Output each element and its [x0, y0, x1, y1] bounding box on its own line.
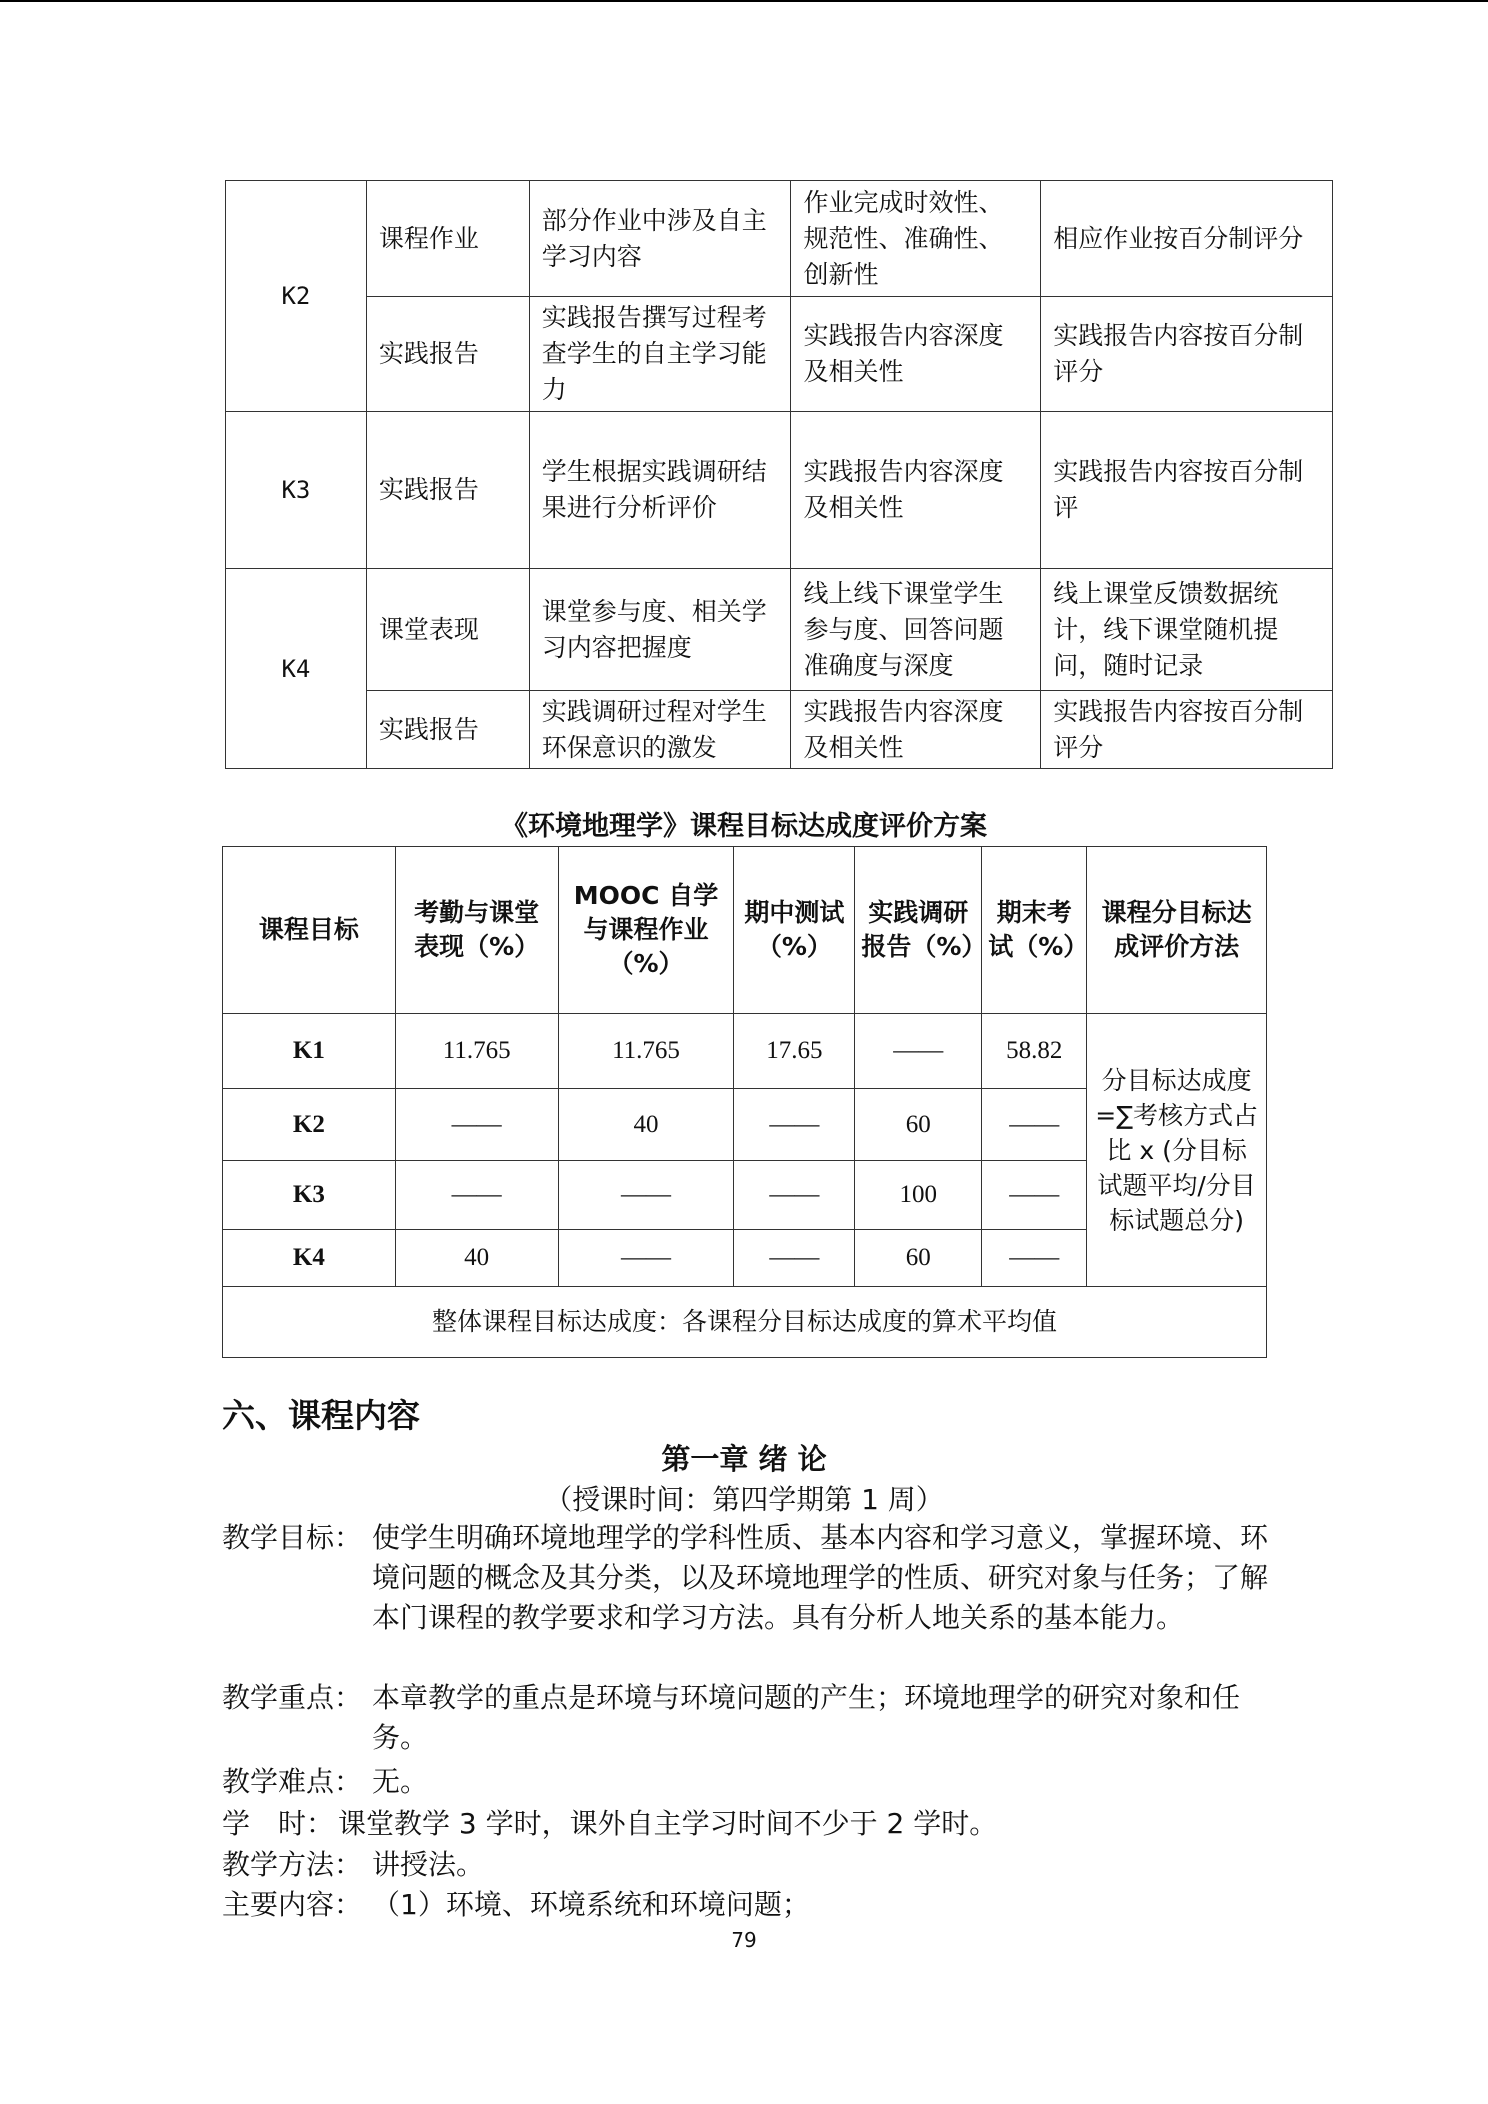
- criteria-cell: 线上线下课堂学生参与度、回答问题准确度与深度: [791, 569, 1041, 691]
- table-row: [226, 569, 1333, 691]
- target-cell: K3: [223, 1161, 396, 1230]
- evaluation-scheme-table: [222, 846, 1267, 1358]
- value-cell: ——: [395, 1161, 558, 1230]
- value-cell: 58.82: [982, 1014, 1087, 1089]
- item-label: 主要内容：: [222, 1888, 363, 1921]
- scoring-cell: 实践报告内容按百分制评分: [1041, 297, 1333, 412]
- table-row: [223, 1287, 1267, 1358]
- target-cell: K2: [223, 1089, 396, 1161]
- criteria-cell: 作业完成时效性、规范性、准确性、创新性: [791, 181, 1041, 297]
- item-label: 教学重点：: [222, 1681, 363, 1714]
- main-content: [222, 1885, 1272, 1925]
- item-text: 本章教学的重点是环境与环境问题的产生；环境地理学的研究对象和任务。: [372, 1681, 1241, 1754]
- content-cell: 部分作业中涉及自主学习内容: [529, 181, 791, 297]
- item-text: 课堂教学 3 学时，课外自主学习时间不少于 2 学时。: [338, 1807, 998, 1840]
- header-cell: MOOC 自学与课程作业（%）: [558, 847, 734, 1014]
- value-cell: ——: [982, 1161, 1087, 1230]
- content-cell: 实践调研过程对学生环保意识的激发: [529, 691, 791, 769]
- content-cell: 实践报告撰写过程考查学生的自主学习能力: [529, 297, 791, 412]
- header-cell: 期末考试（%）: [982, 847, 1087, 1014]
- item-label: 学 时：: [222, 1807, 335, 1840]
- value-cell: ——: [734, 1089, 855, 1161]
- content-cell: 课堂参与度、相关学习内容把握度: [529, 569, 791, 691]
- table-row: [223, 1014, 1267, 1089]
- value-cell: 17.65: [734, 1014, 855, 1089]
- header-cell: 考勤与课堂表现（%）: [395, 847, 558, 1014]
- value-cell: ——: [982, 1089, 1087, 1161]
- scoring-cell: 相应作业按百分制评分: [1041, 181, 1333, 297]
- item-text: （1）环境、环境系统和环境问题；: [372, 1888, 810, 1921]
- criteria-cell: 实践报告内容深度及相关性: [791, 412, 1041, 569]
- header-cell: 课程分目标达成评价方法: [1087, 847, 1267, 1014]
- value-cell: ——: [982, 1230, 1087, 1287]
- value-cell: 60: [855, 1089, 982, 1161]
- target-cell: K4: [223, 1230, 396, 1287]
- value-cell: 40: [395, 1230, 558, 1287]
- teaching-method: [222, 1845, 1272, 1885]
- target-cell: K3: [226, 412, 367, 569]
- value-cell: 40: [558, 1089, 734, 1161]
- chapter-title: 第一章 绪 论: [661, 1442, 827, 1476]
- section-title: 六、课程内容: [222, 1396, 420, 1435]
- method-cell: 实践报告: [366, 691, 529, 769]
- criteria-cell: 实践报告内容深度及相关性: [791, 691, 1041, 769]
- table-title: 《环境地理学》课程目标达成度评价方案: [501, 811, 987, 842]
- criteria-cell: 实践报告内容深度及相关性: [791, 297, 1041, 412]
- method-cell: 分目标达成度=∑考核方式占比 x (分目标试题平均/分目标试题总分): [1087, 1014, 1267, 1287]
- content-cell: 学生根据实践调研结果进行分析评价: [529, 412, 791, 569]
- chapter-time: （授课时间：第四学期第 1 周）: [544, 1483, 944, 1516]
- header-cell: 课程目标: [223, 847, 396, 1014]
- value-cell: ——: [734, 1230, 855, 1287]
- method-cell: 课程作业: [366, 181, 529, 297]
- target-cell: K1: [223, 1014, 396, 1089]
- method-cell: 课堂表现: [366, 569, 529, 691]
- teaching-difficulty: [222, 1762, 1272, 1802]
- item-label: 教学方法：: [222, 1848, 363, 1881]
- target-cell: K4: [226, 569, 367, 769]
- value-cell: ——: [558, 1230, 734, 1287]
- value-cell: 11.765: [558, 1014, 734, 1089]
- teaching-focus: [222, 1678, 1272, 1758]
- assessment-detail-table: [225, 180, 1333, 769]
- item-label: 教学难点：: [222, 1765, 363, 1798]
- header-cell: 实践调研报告（%）: [855, 847, 982, 1014]
- method-cell: 实践报告: [366, 297, 529, 412]
- scoring-cell: 线上课堂反馈数据统计，线下课堂随机提问，随时记录: [1041, 569, 1333, 691]
- page-number: 79: [731, 1928, 757, 1952]
- value-cell: 11.765: [395, 1014, 558, 1089]
- value-cell: 60: [855, 1230, 982, 1287]
- table-row: [226, 297, 1333, 412]
- value-cell: ——: [855, 1014, 982, 1089]
- value-cell: 100: [855, 1161, 982, 1230]
- class-hours: [222, 1804, 1272, 1844]
- table-header-row: [223, 847, 1267, 1014]
- target-cell: K2: [226, 181, 367, 412]
- page-top-border: [0, 0, 1488, 2]
- table-row: [226, 181, 1333, 297]
- scoring-cell: 实践报告内容按百分制评分: [1041, 691, 1333, 769]
- header-cell: 期中测试（%）: [734, 847, 855, 1014]
- method-cell: 实践报告: [366, 412, 529, 569]
- teaching-goal: [222, 1518, 1272, 1638]
- table-row: [226, 412, 1333, 569]
- summary-cell: 整体课程目标达成度：各课程分目标达成度的算术平均值: [223, 1287, 1267, 1358]
- item-text: 讲授法。: [372, 1848, 485, 1881]
- table-row: [226, 691, 1333, 769]
- item-text: 无。: [372, 1765, 429, 1798]
- value-cell: ——: [558, 1161, 734, 1230]
- item-text: 使学生明确环境地理学的学科性质、基本内容和学习意义，掌握环境、环境问题的概念及其分类，以及环境地理学的性质、研究对象与任务；了解本门课程的教学要求和学习方法。具有分析人地关系的基本能力。: [372, 1521, 1269, 1634]
- scoring-cell: 实践报告内容按百分制评: [1041, 412, 1333, 569]
- value-cell: ——: [395, 1089, 558, 1161]
- value-cell: ——: [734, 1161, 855, 1230]
- item-label: 教学目标：: [222, 1521, 363, 1554]
